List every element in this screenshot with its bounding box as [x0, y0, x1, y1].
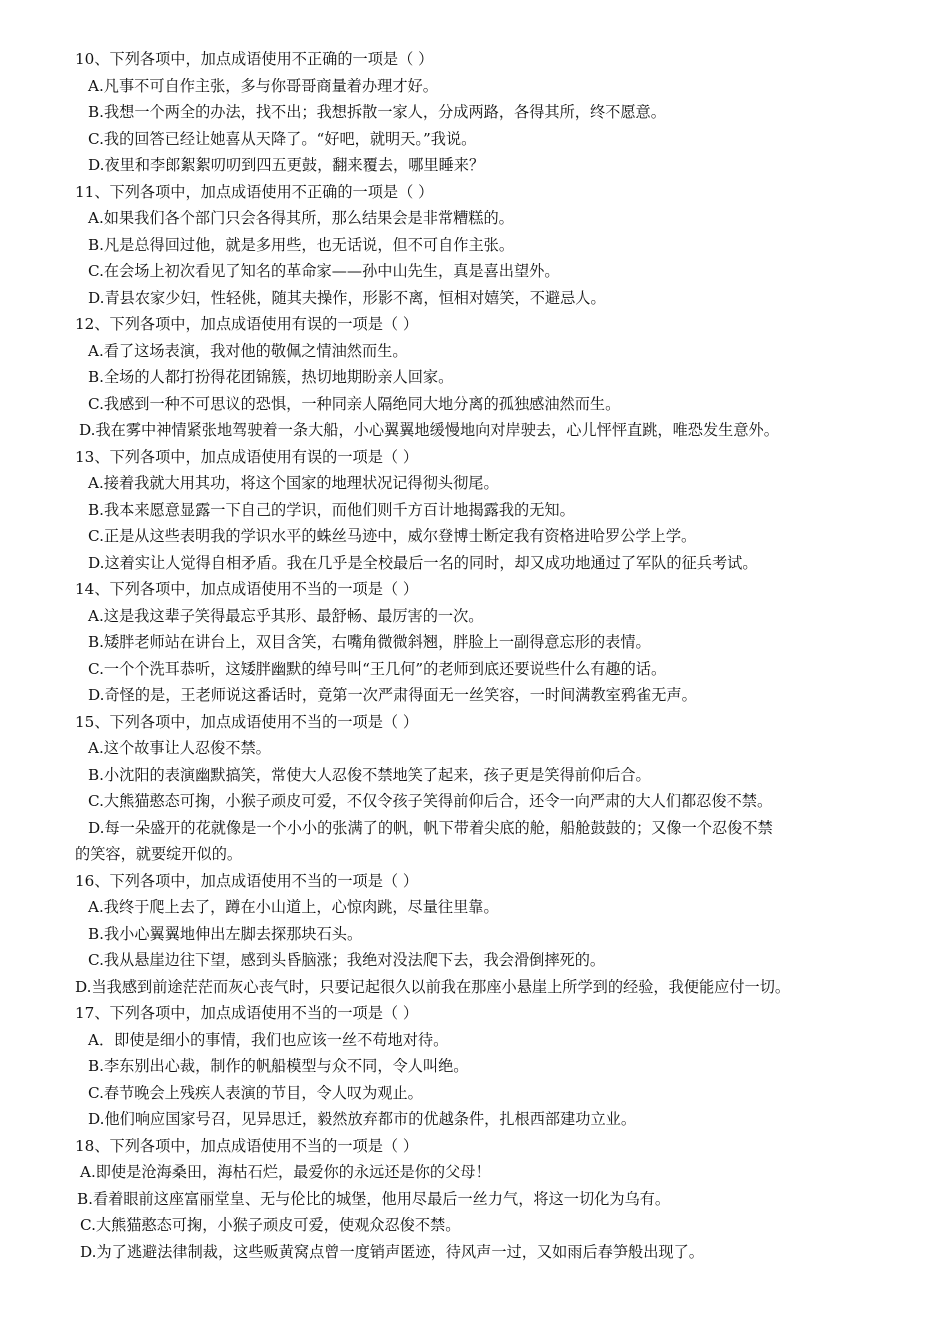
- question-10-option-c: C.我的回答已经让她喜从天降了。“好吧，就明天。”我说。: [88, 130, 477, 148]
- question-13-option-c: C.正是从这些表明我的学识水平的蛛丝马迹中，威尔登博士断定我有资格进哈罗公学上学。: [88, 527, 697, 545]
- question-18-option-b: B.看着眼前这座富丽堂皇、无与伦比的城堡，他用尽最后一丝力气，将这一切化为乌有。: [77, 1190, 671, 1208]
- question-15-option-b: B.小沈阳的表演幽默搞笑，常使大人忍俊不禁地笑了起来，孩子更是笑得前仰后合。: [88, 766, 651, 784]
- question-14-stem: 14、下列各项中，加点成语使用不当的一项是（ ）: [75, 580, 419, 598]
- question-16-option-b: B.我小心翼翼地伸出左脚去探那块石头。: [88, 925, 363, 943]
- question-12-option-a: A.看了这场表演，我对他的敬佩之情油然而生。: [88, 342, 408, 360]
- question-12-option-d: D.我在雾中神情紧张地驾驶着一条大船，小心翼翼地缓慢地向对岸驶去，心儿怦怦直跳，唯恐发生意外。: [79, 421, 779, 439]
- question-10-option-b: B.我想一个两全的办法，找不出；我想拆散一家人，分成两路，各得其所，终不愿意。: [88, 103, 666, 121]
- question-15-option-c: C.大熊猫憨态可掬，小猴子顽皮可爱，不仅令孩子笑得前仰后合，还令一向严肃的大人们都忍俊不禁。: [88, 792, 773, 810]
- question-14-option-c: C.一个个洗耳恭听，这矮胖幽默的绰号叫“王几何”的老师到底还要说些什么有趣的话。: [88, 660, 667, 678]
- question-16-option-a: A.我终于爬上去了，蹲在小山道上，心惊肉跳，尽量往里靠。: [88, 898, 499, 916]
- question-15-stem: 15、下列各项中，加点成语使用不当的一项是（ ）: [75, 713, 419, 731]
- question-14-option-d: D.奇怪的是，王老师说这番话时，竟第一次严肃得面无一丝笑容，一时间满教室鸦雀无声。: [88, 686, 697, 704]
- question-12-option-c: C.我感到一种不可思议的恐惧，一种同亲人隔绝同大地分离的孤独感油然而生。: [88, 395, 621, 413]
- question-17-option-d: D.他们响应国家号召，见异思迁，毅然放弃都市的优越条件，扎根西部建功立业。: [88, 1110, 637, 1128]
- question-13-stem: 13、下列各项中，加点成语使用有误的一项是（ ）: [75, 448, 419, 466]
- question-18-option-d: D.为了逃避法律制裁，这些贩黄窝点曾一度销声匿迹，待风声一过，又如雨后春笋般出现了。: [80, 1243, 704, 1261]
- question-10-option-a: A.凡事不可自作主张，多与你哥哥商量着办理才好。: [88, 77, 438, 95]
- question-11-option-b: B.凡是总得回过他，就是多用些，也无话说，但不可自作主张。: [88, 236, 515, 254]
- question-17-stem: 17、下列各项中，加点成语使用不当的一项是（ ）: [75, 1004, 419, 1022]
- question-15-option-d: D.每一朵盛开的花就像是一个小小的张满了的帆，帆下带着尖底的舱，船舱鼓鼓的；又像一个忍俊不禁: [88, 819, 773, 837]
- question-16-option-c: C.我从悬崖边往下望，感到头昏脑涨；我绝对没法爬下去，我会滑倒摔死的。: [88, 951, 606, 969]
- question-12-stem: 12、下列各项中，加点成语使用有误的一项是（ ）: [75, 315, 419, 333]
- question-16-option-d: D.当我感到前途茫茫而灰心丧气时，只要记起很久以前我在那座小悬崖上所学到的经验，我便能应付一切。: [75, 978, 791, 996]
- question-14-option-b: B.矮胖老师站在讲台上，双目含笑，右嘴角微微斜翘，胖脸上一副得意忘形的表情。: [88, 633, 651, 651]
- question-10-option-d: D.夜里和李郎絮絮叨叨到四五更鼓，翻来覆去，哪里睡来？: [88, 156, 485, 174]
- question-18-stem: 18、下列各项中，加点成语使用不当的一项是（ ）: [75, 1137, 419, 1155]
- question-10-stem: 10、下列各项中，加点成语使用不正确的一项是（ ）: [75, 50, 434, 68]
- question-16-stem: 16、下列各项中，加点成语使用不当的一项是（ ）: [75, 872, 419, 890]
- question-17-option-a: A．即使是细小的事情，我们也应该一丝不苟地对待。: [88, 1031, 449, 1049]
- question-13-option-d: D.这着实让人觉得自相矛盾。我在几乎是全校最后一名的同时，却又成功地通过了军队的征兵考试。: [88, 554, 758, 572]
- question-11-option-a: A.如果我们各个部门只会各得其所，那么结果会是非常糟糕的。: [88, 209, 514, 227]
- question-11-stem: 11、下列各项中，加点成语使用不正确的一项是（ ）: [75, 183, 434, 201]
- question-15-option-d-continuation: 的笑容，就要绽开似的。: [75, 845, 243, 863]
- question-18-option-c: C.大熊猫憨态可掬，小猴子顽皮可爱，使观众忍俊不禁。: [80, 1216, 461, 1234]
- question-13-option-a: A.接着我就大用其功，将这个国家的地理状况记得彻头彻尾。: [88, 474, 499, 492]
- question-14-option-a: A.这是我这辈子笑得最忘乎其形、最舒畅、最厉害的一次。: [88, 607, 484, 625]
- question-15-option-a: A.这个故事让人忍俊不禁。: [88, 739, 271, 757]
- question-13-option-b: B.我本来愿意显露一下自己的学识，而他们则千方百计地揭露我的无知。: [88, 501, 575, 519]
- question-11-option-d: D.青县农家少妇，性轻佻，随其夫操作，形影不离，恒相对嬉笑，不避忌人。: [88, 289, 606, 307]
- question-12-option-b: B.全场的人都打扮得花团锦簇，热切地期盼亲人回家。: [88, 368, 454, 386]
- question-11-option-c: C.在会场上初次看见了知名的革命家——孙中山先生，真是喜出望外。: [88, 262, 560, 280]
- question-17-option-c: C.春节晚会上残疾人表演的节目，令人叹为观止。: [88, 1084, 423, 1102]
- question-18-option-a: A.即使是沧海桑田，海枯石烂，最爱你的永远还是你的父母！: [80, 1163, 491, 1181]
- question-17-option-b: B.李东别出心裁，制作的帆船模型与众不同，令人叫绝。: [88, 1057, 469, 1075]
